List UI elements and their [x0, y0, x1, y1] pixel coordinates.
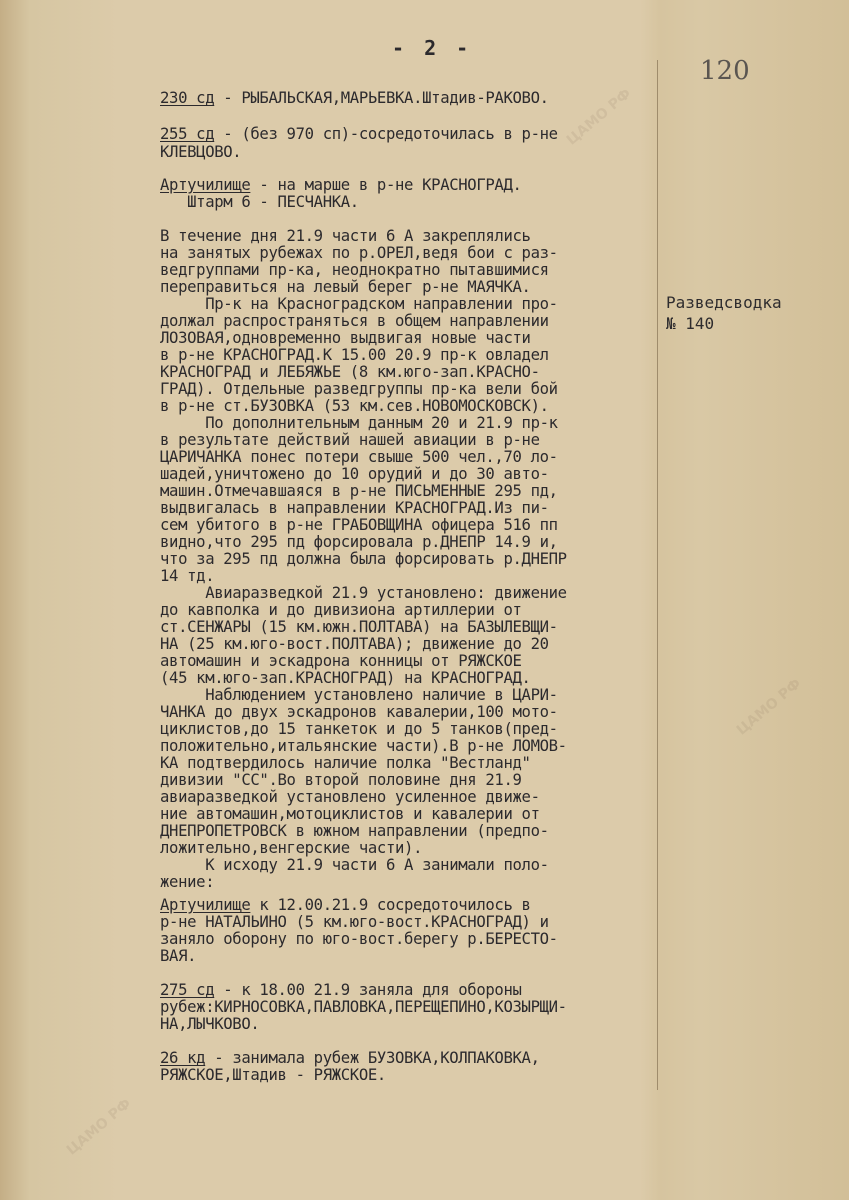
unit-label: 255 сд — [160, 125, 215, 143]
text-line: автомашин и эскадрона конницы от РЯЖСКОЕ — [160, 652, 522, 670]
text-line: Авиаразведкой 21.9 установлено: движение — [160, 584, 567, 602]
text-line: Артучилище - на марше в р-не КРАСНОГРАД. — [160, 176, 522, 194]
text-line: до кавполка и до дивизиона артиллерии от — [160, 601, 522, 619]
text-line: В течение дня 21.9 части 6 А закреплялись — [160, 227, 531, 245]
text-line: По дополнительным данным 20 и 21.9 пр-к — [160, 414, 558, 432]
unit-label: 275 сд — [160, 981, 215, 999]
text-line: НА (25 км.юго-вост.ПОЛТАВА); движение до 20 — [160, 635, 549, 653]
text-line: что за 295 пд должна была форсировать р.ДНЕПР — [160, 550, 567, 568]
text-line: К исходу 21.9 части 6 А занимали поло- — [160, 856, 549, 874]
text-line: авиаразведкой установлено усиленное движе- — [160, 788, 540, 806]
text-line: 14 тд. — [160, 567, 215, 585]
text-line: ние автомашин,мотоциклистов и кавалерии от — [160, 805, 540, 823]
page-number: - 2 - — [392, 36, 473, 60]
text-line: машин.Отмечавшаяся в р-не ПИСЬМЕННЫЕ 295 пд, — [160, 482, 558, 500]
unit-label: Артучилище — [160, 176, 251, 194]
text-line: в р-не КРАСНОГРАД.К 15.00 20.9 пр-к овладел — [160, 346, 549, 364]
side-note — [666, 292, 782, 334]
watermark: ЦАМО РФ — [733, 675, 805, 739]
unit-label: 230 сд — [160, 89, 215, 107]
text-line: 26 кд - занимала рубеж БУЗОВКА,КОЛПАКОВКА, — [160, 1049, 540, 1067]
text-line: КРАСНОГРАД и ЛЕБЯЖЬЕ (8 км.юго-зап.КРАСНО- — [160, 363, 540, 381]
text-line: ложительно,венгерские части). — [160, 839, 423, 857]
text-line: дивизии "СС".Во второй половине дня 21.9 — [160, 771, 522, 789]
text-line: Артучилище к 12.00.21.9 сосредоточилось в — [160, 896, 531, 914]
text-line: КА подтвердилось наличие полка "Вестланд" — [160, 754, 531, 772]
text-line: переправиться на левый берег р-не МАЯЧКА. — [160, 278, 531, 296]
side-note-line: № 140 — [666, 314, 715, 333]
text-line: в результате действий нашей авиации в р-не — [160, 431, 540, 449]
text-line: (45 км.юго-зап.КРАСНОГРАД) на КРАСНОГРАД. — [160, 669, 531, 687]
text-line: РЯЖСКОЕ,Штадив - РЯЖСКОЕ. — [160, 1066, 386, 1084]
text-line: жение: — [160, 873, 215, 891]
text-line: выдвигалась в направлении КРАСНОГРАД.Из пи- — [160, 499, 549, 517]
text-line: на занятых рубежах по р.ОРЕЛ,ведя бои с раз- — [160, 244, 558, 262]
text-line: 230 сд - РЫБАЛЬСКАЯ,МАРЬЕВКА.Штадив-РАКОВО. — [160, 89, 549, 107]
text-line: положительно,итальянские части).В р-не ЛОМОВ- — [160, 737, 567, 755]
unit-label: 26 кд — [160, 1049, 206, 1067]
archive-page-number: 120 — [700, 56, 750, 86]
text-line: в р-не ст.БУЗОВКА (53 км.сев.НОВОМОСКОВСК). — [160, 397, 549, 415]
text-line: ст.СЕНЖАРЫ (15 км.южн.ПОЛТАВА) на БАЗЫЛЕВЩИ- — [160, 618, 558, 636]
text-line: ДНЕПРОПЕТРОВСК в южном направлении (предпо- — [160, 822, 549, 840]
text-line: ЦАРИЧАНКА понес потери свыше 500 чел.,70 ло- — [160, 448, 558, 466]
text-line: шадей,уничтожено до 10 орудий и до 30 авто- — [160, 465, 549, 483]
text-line: КЛЕВЦОВО. — [160, 143, 242, 161]
text-line: видно,что 295 пд форсировала р.ДНЕПР 14.9 и, — [160, 533, 558, 551]
unit-label: Артучилище — [160, 896, 251, 914]
text-line: ГРАД). Отдельные разведгруппы пр-ка вели бой — [160, 380, 558, 398]
text-line: р-не НАТАЛЬИНО (5 км.юго-вост.КРАСНОГРАД) и — [160, 913, 549, 931]
text-line: 275 сд - к 18.00 21.9 заняла для обороны — [160, 981, 522, 999]
text-line: сем убитого в р-не ГРАБОВЩИНА офицера 516 пп — [160, 516, 558, 534]
watermark: ЦАМО РФ — [63, 1095, 135, 1159]
text-line: циклистов,до 15 танкеток и до 5 танков(пред- — [160, 720, 558, 738]
text-line: заняло оборону по юго-вост.берегу р.БЕРЕСТО- — [160, 930, 558, 948]
text-line: Штарм 6 - ПЕСЧАНКА. — [160, 193, 359, 211]
text-line: рубеж:КИРНОСОВКА,ПАВЛОВКА,ПЕРЕЩЕПИНО,КОЗЫРЩИ- — [160, 998, 567, 1016]
text-line: Пр-к на Красноградском направлении про- — [160, 295, 558, 313]
watermark: ЦАМО РФ — [563, 85, 635, 149]
text-line: 255 сд - (без 970 сп)-сосредоточилась в р-не — [160, 125, 558, 143]
text-line: ЧАНКА до двух эскадронов кавалерии,100 мото- — [160, 703, 558, 721]
side-note-line: Разведсводка — [666, 293, 782, 312]
margin-line — [657, 60, 658, 1090]
text-line: должал распространяться в общем направлении — [160, 312, 549, 330]
text-line: ведгруппами пр-ка, неоднократно пытавшимися — [160, 261, 549, 279]
text-line: Наблюдением установлено наличие в ЦАРИ- — [160, 686, 558, 704]
text-line: НА,ЛЫЧКОВО. — [160, 1015, 260, 1033]
text-line: ЛОЗОВАЯ,одновременно выдвигая новые части — [160, 329, 531, 347]
text-line: ВАЯ. — [160, 947, 197, 965]
